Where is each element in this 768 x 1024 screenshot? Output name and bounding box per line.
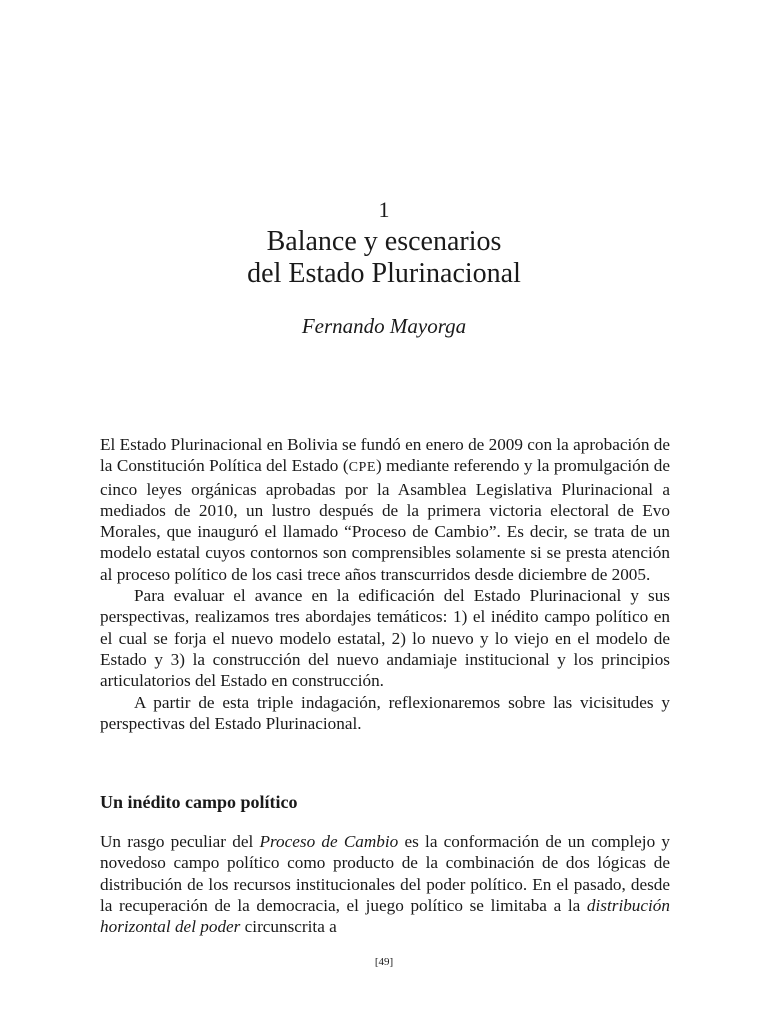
cpe-abbreviation: CPE [348, 459, 376, 476]
chapter-title-line-2: del Estado Plurinacional [247, 258, 521, 289]
intro-p1-text-b: ) mediante referendo y la promulgación de cinco leyes orgánicas aprobadas por la Asamblea Legislativa Plurinacional a mediados de 2010, un lustro después de la primera victoria electoral de Evo Morales, que inauguró el llamado “Proceso de Cambio”. Es decir, se trata de un modelo estatal cuyos contornos son comprensibles solamente si se presta atención al proceso político de los casi trece años transcurridos desde diciembre de 2005. [100, 456, 670, 584]
chapter-title [0, 226, 768, 290]
section-p1-italic-b: distribución horizontal del poder [100, 895, 670, 937]
page-number: [49] [374, 956, 394, 968]
intro-paragraph-3: A partir de esta triple indagación, reflexionaremos sobre las vicisitudes y perspectivas del Estado Plurinacional. [100, 692, 670, 733]
section-heading: Un inédito campo político [100, 792, 298, 812]
section-p1-text-c: circunscrita a [240, 917, 337, 937]
intro-p1-text-a: El Estado Plurinacional en Bolivia se fundó en enero de 2009 con la aprobación de la Constitución Política del Estado ( [100, 435, 670, 476]
section-p1-text-b: es la conformación de un complejo y novedoso campo político como producto de la combinación de dos lógicas de distribución de los recursos institucionales del poder político. En el pasado, desde la recuperación de la democracia, el juego político se limitaba a la [100, 832, 670, 915]
chapter-title-line-1: Balance y escenarios [266, 226, 502, 257]
section-text [100, 831, 670, 937]
intro-paragraph-2: Para evaluar el avance en la edificación del Estado Plurinacional y sus perspectivas, realizamos tres abordajes temáticos: 1) el inédito campo político en el cual se forja el nuevo modelo estatal, 2) lo nuevo y lo viejo en el modelo de Estado y 3) la construcción del nuevo andamiaje institucional y los principios articulatorios del Estado en construcción. [100, 586, 670, 691]
chapter-author: Fernando Mayorga [301, 314, 467, 338]
section-paragraph-1 [100, 831, 670, 937]
section-p1-text-a: Un rasgo peculiar del [100, 832, 260, 851]
intro-text [100, 434, 670, 734]
intro-paragraph-1 [100, 434, 670, 585]
chapter-number: 1 [378, 197, 390, 222]
section-p1-italic-a: Proceso de Cambio [259, 832, 399, 851]
